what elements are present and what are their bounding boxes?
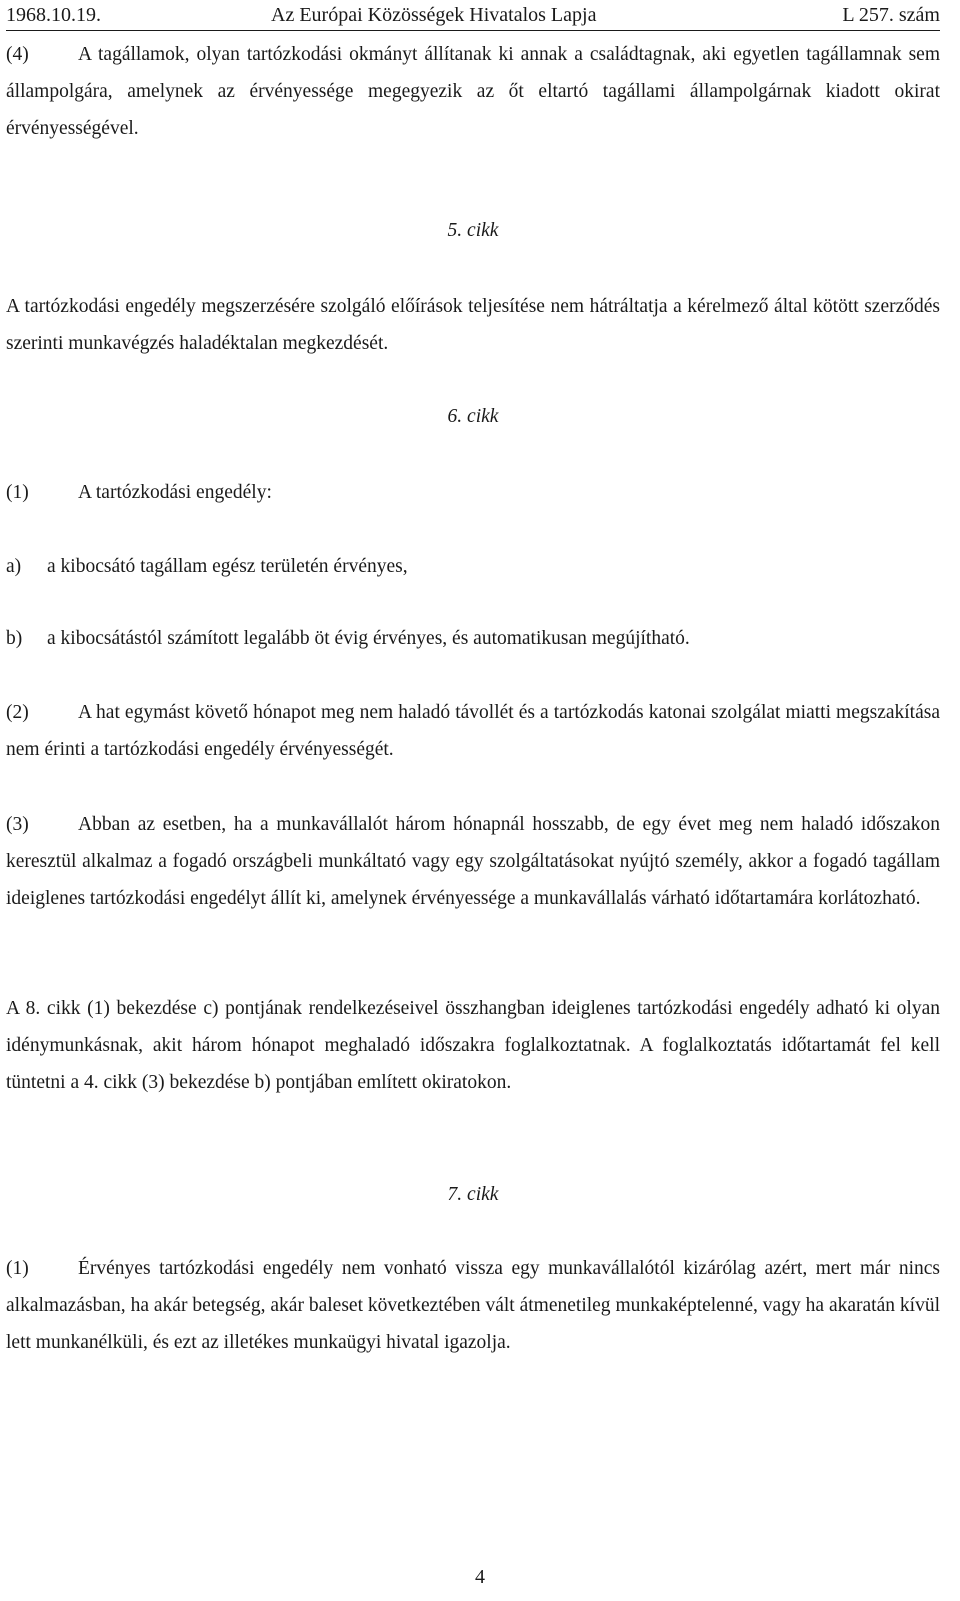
header-date: 1968.10.19.	[6, 4, 101, 26]
art6-paragraph-1	[6, 474, 940, 511]
header-journal-title: Az Európai Közösségek Hivatalos Lapja	[271, 4, 597, 26]
paragraph-text: Érvényes tartózkodási engedély nem vonható vissza egy munkavállalótól kizárólag azért, mert már nincs alkalmazásban, ha akár betegség, akár baleset következtében vált átmenetileg munkaképtelenné, vagy ha akaratán kívül lett munkanélküli, és ezt az illetékes munkaügyi hivatal igazolja.	[6, 1258, 940, 1353]
header-rule	[6, 30, 940, 31]
paragraph-text: A tagállamok, olyan tartózkodási okmányt állítanak ki annak a családtagnak, aki egyetlen tagállamnak sem állampolgára, amelynek az érvényessége megegyezik az őt eltartó tagállami állampolgárnak kiadott okirat érvényességével.	[6, 44, 940, 139]
art5-paragraph: A tartózkodási engedély megszerzésére szolgáló előírások teljesítése nem hátráltatja a kérelmező által kötött szerződés szerinti munkavégzés haladéktalan megkezdését.	[6, 296, 940, 354]
art6-point-b	[6, 620, 940, 657]
art7-paragraph-1	[6, 1250, 940, 1361]
point-text: a kibocsátástól számított legalább öt évig érvényes, és automatikusan megújítható.	[47, 628, 690, 649]
paragraph-text: A hat egymást követő hónapot meg nem haladó távollét és a tartózkodás katonai szolgálat miatti megszakítása nem érinti a tartózkodási engedély érvényességét.	[6, 702, 940, 760]
article-5-heading: 5. cikk	[447, 220, 499, 241]
art6-paragraph-2	[6, 694, 940, 768]
paragraph-number: (2)	[6, 702, 29, 723]
page-number: 4	[475, 1566, 485, 1588]
header-issue-number: L 257. szám	[842, 4, 940, 26]
article-6-heading: 6. cikk	[447, 406, 499, 427]
page-header	[6, 4, 940, 32]
point-label: b)	[6, 628, 23, 649]
art6-paragraph-3	[6, 806, 940, 917]
art6-point-a	[6, 548, 940, 585]
paragraph-number: (1)	[6, 1258, 29, 1279]
paragraph-text: A tartózkodási engedély:	[78, 482, 272, 503]
paragraph-text: Abban az esetben, ha a munkavállalót három hónapnál hosszabb, de egy évet meg nem haladó időszakon keresztül alkalmaz a fogadó országbeli munkáltató vagy egy szolgáltatásokat nyújtó személy, akkor a fogadó tagállam ideiglenes tartózkodási engedélyt állít ki, amelynek érvényessége a munkavállalás várható időtartamára korlátozható.	[6, 814, 940, 909]
art6-paragraph-3-continuation: A 8. cikk (1) bekezdése c) pontjának rendelkezéseivel összhangban ideiglenes tartózkodási engedély adható ki olyan idénymunkásnak, akit három hónapot meghaladó időszakra foglalkoztatnak. A foglalkoztatás időtartamát fel kell tüntetni a 4. cikk (3) bekezdése b) pontjában említett okiratokon.	[6, 998, 940, 1093]
art4-paragraph-4	[6, 36, 940, 147]
paragraph-number: (1)	[6, 482, 29, 503]
article-7-heading: 7. cikk	[447, 1184, 499, 1205]
paragraph-number: (4)	[6, 44, 29, 65]
paragraph-number: (3)	[6, 814, 29, 835]
point-label: a)	[6, 556, 22, 577]
point-text: a kibocsátó tagállam egész területén érvényes,	[47, 556, 408, 577]
